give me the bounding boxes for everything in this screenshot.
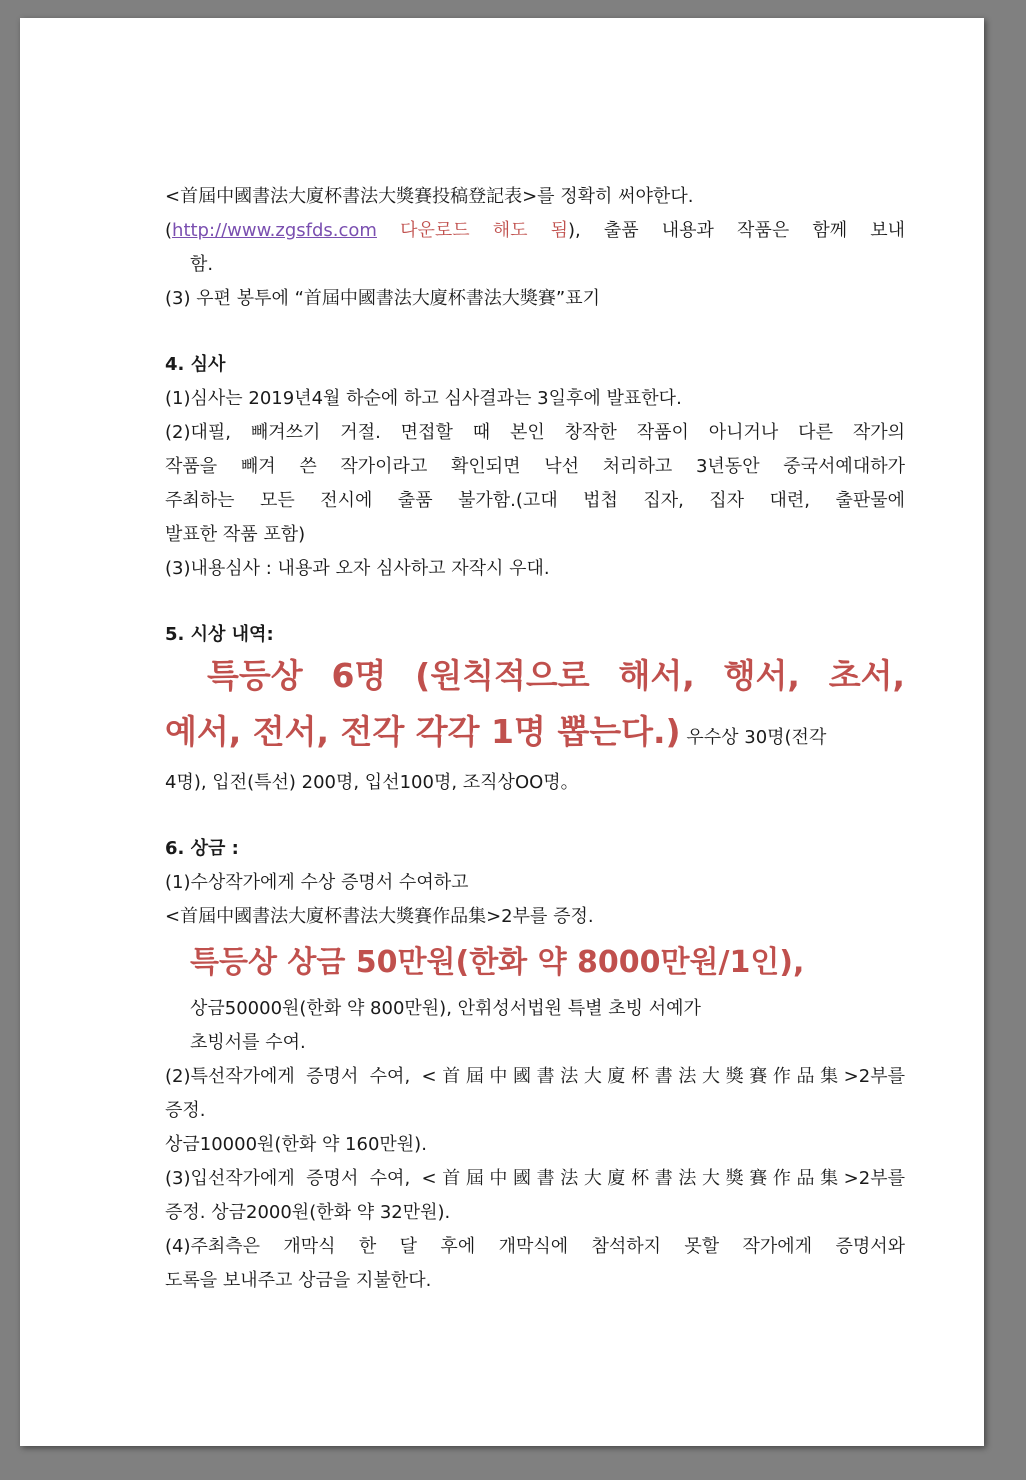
grand-prize-line-2 [165, 704, 905, 766]
prize-item-4-line-1: (4)주최측은 개막식 한 달 후에 개막식에 참석하지 못할 작가에게 증명서와 [165, 1236, 905, 1257]
prize-item-4-line-2: 도록을 보내주고 상금을 지불한다. [165, 1270, 432, 1291]
grand-prize-line-1: 특등상 6명 (원칙적으로 해서, 행서, 초서, [207, 656, 905, 695]
document-page [20, 18, 984, 1446]
prize-item-1-line-1: (1)수상작가에게 수상 증명서 수여하고 [165, 872, 469, 893]
entry-form-instruction: <首屆中國書法大廈杯書法大獎賽投稿登記表>를 정확히 써야한다. [165, 186, 694, 207]
prize-item-1-line-3: 상금50000원(한화 약 800만원), 안휘성서법원 특별 초빙 서예가 [190, 998, 701, 1019]
document-body [165, 180, 905, 1298]
download-instruction-cont: 함. [190, 254, 214, 275]
prize-item-1-line-4: 초빙서를 수여. [190, 1032, 306, 1053]
section-heading-review: 4. 심사 [165, 354, 226, 375]
submission-note: ), 출품 내용과 작품은 함께 보내 [568, 220, 905, 241]
review-item-2-line-2: 작품을 빼겨 쓴 작가이라고 확인되면 낙선 처리하고 3년동안 중국서예대하가 [165, 456, 905, 477]
review-item-1: (1)심사는 2019년4월 하순에 하고 심사결과는 3일후에 발표한다. [165, 388, 682, 409]
prize-item-2-line-2: 증정. [165, 1100, 206, 1121]
section-heading-awards: 5. 시상 내역: [165, 624, 274, 645]
download-instruction [165, 214, 905, 248]
prize-item-3-line-1: (3)입선작가에게 증명서 수여, <首屆中國書法大廈杯書法大獎賽作品集>2부를 [165, 1168, 905, 1189]
prize-item-1-line-2: <首屆中國書法大廈杯書法大獎賽作品集>2부를 증정. [165, 906, 594, 927]
review-item-2-line-1: (2)대필, 빼겨쓰기 거절. 면접할 때 본인 창작한 작품이 아니거나 다른 작가의 [165, 422, 905, 443]
download-note: 다운로드 해도 됨 [376, 220, 569, 241]
website-link[interactable]: http://www.zgsfds.com [172, 220, 377, 241]
review-item-3: (3)내용심사 : 내용과 오자 심사하고 자작시 우대. [165, 558, 550, 579]
paren-open: ( [165, 220, 173, 241]
prize-item-2-line-1: (2)특선작가에게 증명서 수여, <首屆中國書法大廈杯書法大獎賽作品集>2부를 [165, 1066, 905, 1087]
grand-prize-money: 특등상 상금 50만원(한화 약 8000만원/1인), [190, 945, 805, 980]
section-heading-prize-money: 6. 상금 : [165, 838, 239, 859]
review-item-2-line-4: 발표한 작품 포함) [165, 524, 306, 545]
award-counts: 4명), 입전(특선) 200명, 입선100명, 조직상OO명。 [165, 772, 579, 793]
grand-prize-categories: 예서, 전서, 전각 각각 1명 뽑는다.) [165, 712, 681, 751]
prize-item-3-line-2: 증정. 상금2000원(한화 약 32만원). [165, 1202, 451, 1223]
review-item-2-line-3: 주최하는 모든 전시에 출품 불가함.(고대 법첩 집자, 집자 대련, 출판물에 [165, 490, 905, 511]
excellence-award: 우수상 30명(전각 [680, 727, 827, 748]
envelope-label-instruction: (3) 우편 봉투에 “首屆中國書法大廈杯書法大獎賽”표기 [165, 288, 601, 309]
prize-item-2-line-3: 상금10000원(한화 약 160만원). [165, 1134, 427, 1155]
